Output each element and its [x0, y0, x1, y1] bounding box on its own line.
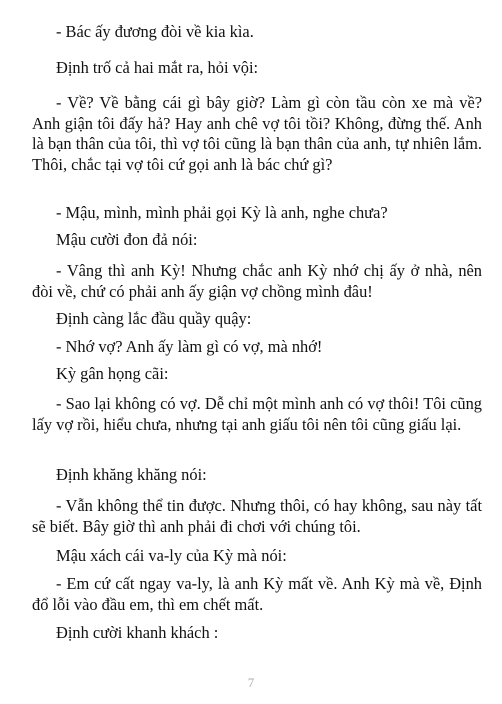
paragraph-5: Mậu cười đon đả nói:	[56, 230, 198, 249]
paragraph-3: - Về? Về bằng cái gì bây giờ? Làm gì còn tầu còn xe mà về? Anh giận tôi đấy hả? Hay anh chê vợ tôi tồi? Không, đừng thế. Anh là bạn thân của tôi, thì vợ tôi cũng là bạn thân của anh, tự nhiên lắm. Thôi, chắc tại vợ tôi cứ gọi anh là bác chứ gì?	[32, 93, 482, 174]
paragraph-9: Kỳ gân họng cãi:	[56, 364, 169, 383]
paragraph-7: Định càng lắc đầu quầy quậy:	[56, 309, 252, 328]
paragraph-4: - Mậu, mình, mình phải gọi Kỳ là anh, nghe chưa?	[56, 203, 388, 222]
paragraph-6: - Vâng thì anh Kỳ! Nhưng chắc anh Kỳ nhớ chị ấy ở nhà, nên đòi về, chứ có phải anh ấy giận vợ chồng mình đâu!	[32, 261, 482, 301]
paragraph-1: - Bác ấy đương đòi về kia kìa.	[56, 22, 254, 41]
paragraph-12: - Vẫn không thể tin được. Nhưng thôi, có hay không, sau này tất sẽ biết. Bây giờ thì anh phải đi chơi với chúng tôi.	[32, 496, 482, 536]
paragraph-11: Định khăng khăng nói:	[56, 465, 207, 484]
paragraph-14: - Em cứ cất ngay va-ly, là anh Kỳ mất về. Anh Kỳ mà về, Định đổ lỗi vào đầu em, thì em chết mất.	[32, 574, 482, 614]
paragraph-15: Định cười khanh khách :	[56, 623, 219, 642]
paragraph-13: Mậu xách cái va-ly của Kỳ mà nói:	[56, 546, 287, 565]
paragraph-8: - Nhớ vợ? Anh ấy làm gì có vợ, mà nhớ!	[56, 337, 323, 356]
page-number: 7	[247, 675, 255, 690]
paragraph-10: - Sao lại không có vợ. Dễ chỉ một mình anh có vợ thôi! Tôi cũng lấy vợ rồi, hiểu chưa, nhưng tại anh giấu tôi nên tôi cũng giấu lại.	[32, 394, 482, 434]
paragraph-2: Định trố cả hai mắt ra, hỏi vội:	[56, 58, 259, 77]
